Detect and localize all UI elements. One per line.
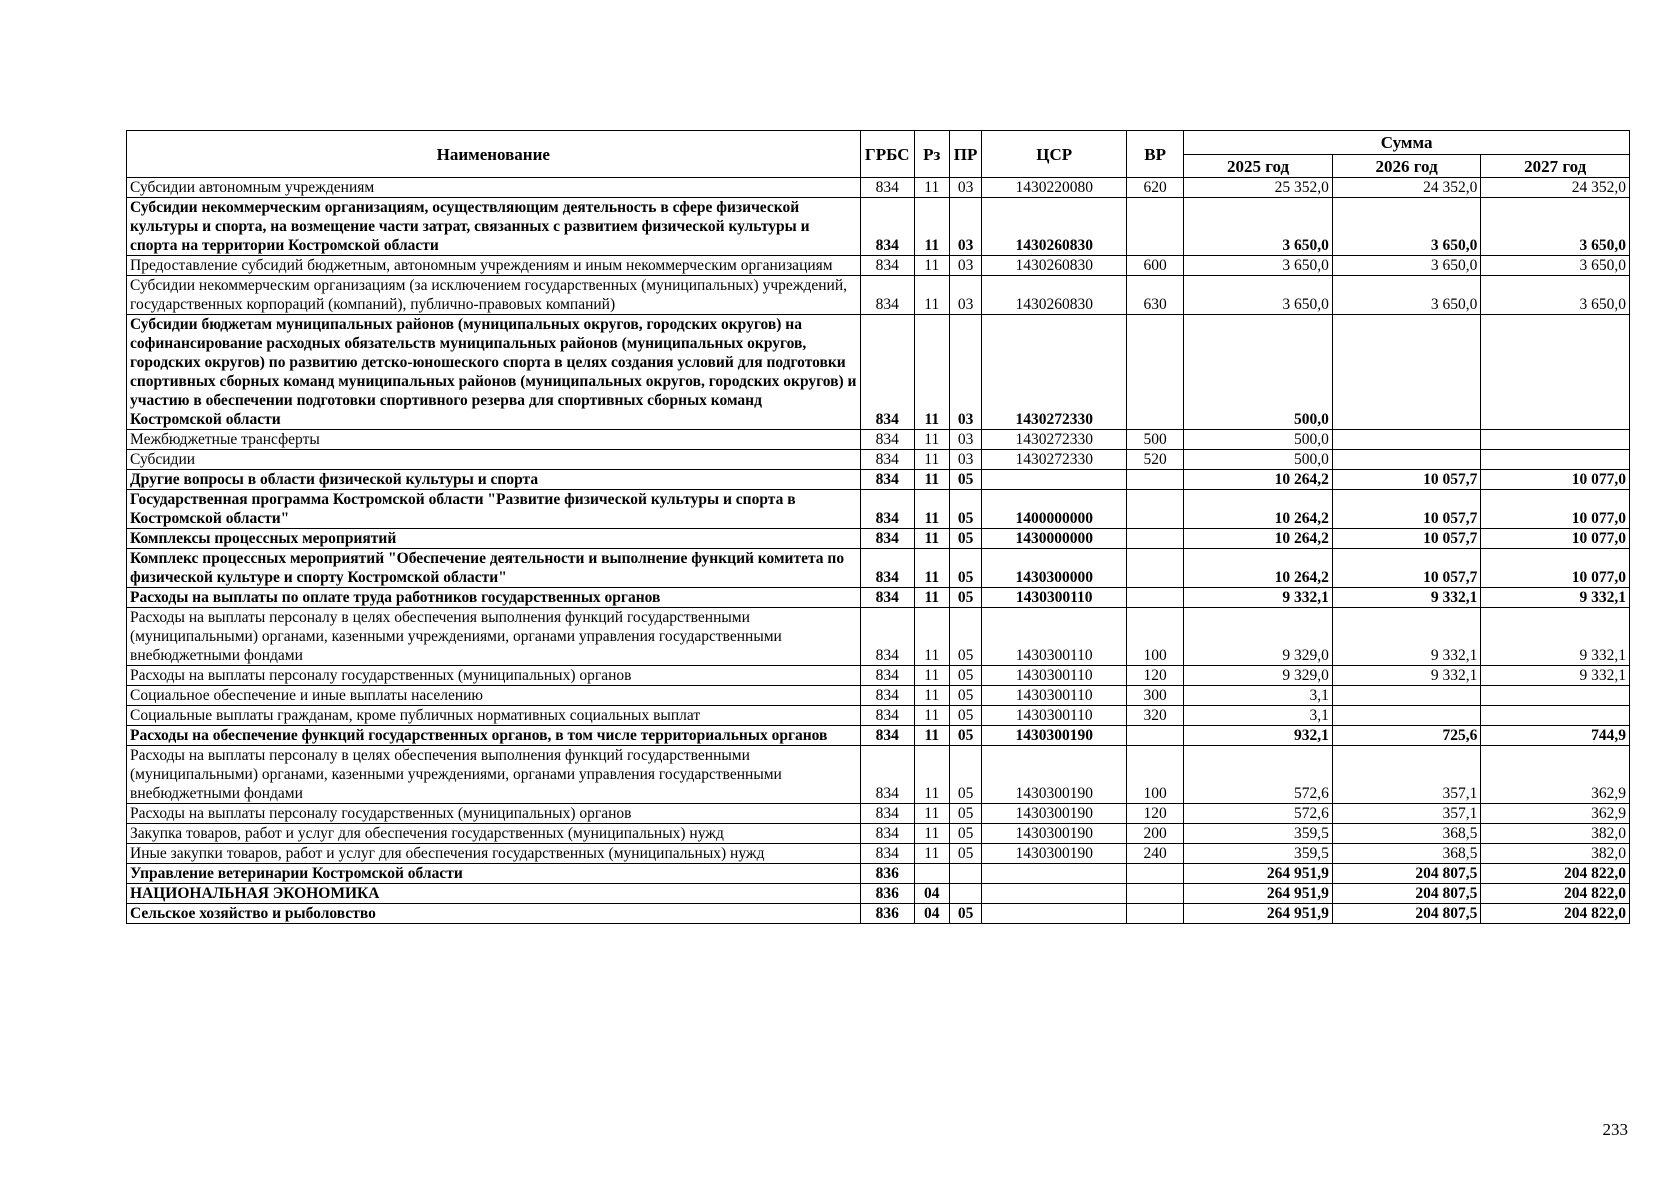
cell-csr: 1430220080	[982, 178, 1126, 198]
table-row	[127, 529, 1630, 549]
cell-rz: 11	[914, 276, 949, 315]
cell-name: Государственная программа Костромской области "Развитие физической культуры и спорта в Костромской области"	[127, 490, 861, 529]
table-row	[127, 804, 1630, 824]
cell-sum-2025: 3 650,0	[1184, 256, 1333, 276]
cell-csr: 1430260830	[982, 276, 1126, 315]
cell-grbs: 834	[860, 198, 914, 256]
cell-grbs: 834	[860, 430, 914, 450]
table-body	[127, 178, 1630, 924]
cell-vr	[1126, 529, 1183, 549]
cell-sum-2026: 725,6	[1332, 726, 1481, 746]
cell-grbs: 834	[860, 824, 914, 844]
table-row	[127, 666, 1630, 686]
table-row	[127, 490, 1630, 529]
table-row	[127, 884, 1630, 904]
cell-name: Комплексы процессных мероприятий	[127, 529, 861, 549]
cell-csr	[982, 884, 1126, 904]
cell-grbs: 834	[860, 450, 914, 470]
table-header	[127, 131, 1630, 178]
cell-sum-2026: 3 650,0	[1332, 198, 1481, 256]
cell-pr: 05	[949, 490, 982, 529]
cell-rz: 11	[914, 746, 949, 804]
cell-sum-2027	[1481, 706, 1630, 726]
cell-sum-2027: 9 332,1	[1481, 588, 1630, 608]
table-row	[127, 588, 1630, 608]
cell-csr: 1430260830	[982, 256, 1126, 276]
table-row	[127, 470, 1630, 490]
cell-sum-2027: 10 077,0	[1481, 549, 1630, 588]
cell-sum-2027: 3 650,0	[1481, 198, 1630, 256]
cell-name: Социальное обеспечение и иные выплаты населению	[127, 686, 861, 706]
cell-rz: 11	[914, 686, 949, 706]
cell-sum-2026	[1332, 315, 1481, 430]
cell-csr: 1430300190	[982, 804, 1126, 824]
cell-name: Субсидии бюджетам муниципальных районов (муниципальных округов, городских округов) на софинансирование расходных обязательств муниципальных районов (муниципальных округов, городских округов) по развитию детско-юношеского спорта в целях создания условий для подготовки спортивных сборных команд муниципальных районов (муниципальных округов, городских округов) и участию в обеспечении подготовки спортивного резерва для спортивных сборных команд Костромской области	[127, 315, 861, 430]
cell-name: НАЦИОНАЛЬНАЯ ЭКОНОМИКА	[127, 884, 861, 904]
cell-pr: 03	[949, 256, 982, 276]
cell-sum-2027: 10 077,0	[1481, 470, 1630, 490]
cell-pr: 05	[949, 588, 982, 608]
cell-sum-2025: 264 951,9	[1184, 904, 1333, 924]
cell-name: Сельское хозяйство и рыболовство	[127, 904, 861, 924]
table-row	[127, 198, 1630, 256]
cell-name: Расходы на выплаты персоналу в целях обеспечения выполнения функций государственными (муниципальными) органами, казенными учреждениями, органами управления государственными внебюджетными фондами	[127, 746, 861, 804]
cell-vr	[1126, 884, 1183, 904]
cell-pr	[949, 884, 982, 904]
cell-sum-2026: 24 352,0	[1332, 178, 1481, 198]
table-row	[127, 276, 1630, 315]
cell-rz: 11	[914, 470, 949, 490]
cell-vr: 520	[1126, 450, 1183, 470]
cell-sum-2025: 10 264,2	[1184, 529, 1333, 549]
cell-name: Расходы на обеспечение функций государственных органов, в том числе территориальных органов	[127, 726, 861, 746]
cell-name: Субсидии некоммерческим организациям, осуществляющим деятельность в сфере физической культуры и спорта, на возмещение части затрат, связанных с развитием физической культуры и спорта на территории Костромской области	[127, 198, 861, 256]
cell-name: Субсидии автономным учреждениям	[127, 178, 861, 198]
cell-pr: 03	[949, 315, 982, 430]
header-vr: ВР	[1126, 131, 1183, 178]
cell-name: Иные закупки товаров, работ и услуг для обеспечения государственных (муниципальных) нужд	[127, 844, 861, 864]
cell-sum-2026: 10 057,7	[1332, 490, 1481, 529]
budget-table	[126, 130, 1630, 924]
table-row	[127, 256, 1630, 276]
cell-sum-2027: 362,9	[1481, 746, 1630, 804]
cell-sum-2025: 10 264,2	[1184, 490, 1333, 529]
cell-csr: 1430300190	[982, 844, 1126, 864]
cell-vr: 100	[1126, 608, 1183, 666]
cell-grbs: 834	[860, 178, 914, 198]
table-row	[127, 178, 1630, 198]
cell-pr: 05	[949, 608, 982, 666]
cell-grbs: 834	[860, 726, 914, 746]
cell-sum-2027: 9 332,1	[1481, 608, 1630, 666]
cell-sum-2025: 10 264,2	[1184, 470, 1333, 490]
cell-csr: 1430272330	[982, 450, 1126, 470]
cell-pr: 05	[949, 844, 982, 864]
cell-pr	[949, 864, 982, 884]
cell-csr: 1430300110	[982, 608, 1126, 666]
cell-sum-2025: 500,0	[1184, 450, 1333, 470]
cell-csr: 1430300190	[982, 824, 1126, 844]
cell-sum-2027	[1481, 450, 1630, 470]
cell-name: Предоставление субсидий бюджетным, автономным учреждениям и иным некоммерческим организациям	[127, 256, 861, 276]
cell-vr	[1126, 726, 1183, 746]
cell-grbs: 834	[860, 608, 914, 666]
cell-rz: 11	[914, 198, 949, 256]
cell-vr: 600	[1126, 256, 1183, 276]
cell-grbs: 834	[860, 686, 914, 706]
cell-sum-2026: 9 332,1	[1332, 666, 1481, 686]
table-row	[127, 608, 1630, 666]
table-row	[127, 824, 1630, 844]
cell-name: Расходы на выплаты персоналу государственных (муниципальных) органов	[127, 666, 861, 686]
cell-pr: 05	[949, 666, 982, 686]
cell-sum-2025: 3,1	[1184, 706, 1333, 726]
cell-sum-2025: 3,1	[1184, 686, 1333, 706]
cell-name: Субсидии некоммерческим организациям (за исключением государственных (муниципальных) учреждений, государственных корпораций (компаний), публично-правовых компаний)	[127, 276, 861, 315]
cell-rz	[914, 864, 949, 884]
cell-rz: 11	[914, 430, 949, 450]
cell-csr: 1430300110	[982, 666, 1126, 686]
cell-sum-2025: 9 332,1	[1184, 588, 1333, 608]
cell-name: Субсидии	[127, 450, 861, 470]
cell-sum-2025: 3 650,0	[1184, 198, 1333, 256]
cell-vr	[1126, 588, 1183, 608]
cell-sum-2025: 10 264,2	[1184, 549, 1333, 588]
header-year-2027: 2027 год	[1481, 155, 1630, 178]
cell-name: Расходы на выплаты персоналу в целях обеспечения выполнения функций государственными (муниципальными) органами, казенными учреждениями, органами управления государственными внебюджетными фондами	[127, 608, 861, 666]
cell-vr	[1126, 864, 1183, 884]
cell-sum-2025: 359,5	[1184, 844, 1333, 864]
table-row	[127, 450, 1630, 470]
cell-vr: 500	[1126, 430, 1183, 450]
cell-pr: 05	[949, 746, 982, 804]
table-row	[127, 549, 1630, 588]
cell-grbs: 834	[860, 276, 914, 315]
cell-sum-2025: 25 352,0	[1184, 178, 1333, 198]
cell-sum-2026: 3 650,0	[1332, 256, 1481, 276]
cell-sum-2025: 500,0	[1184, 430, 1333, 450]
cell-rz: 11	[914, 549, 949, 588]
cell-rz: 11	[914, 726, 949, 746]
cell-rz: 11	[914, 844, 949, 864]
cell-sum-2025: 572,6	[1184, 746, 1333, 804]
cell-rz: 11	[914, 588, 949, 608]
cell-csr: 1430300190	[982, 746, 1126, 804]
cell-rz: 04	[914, 904, 949, 924]
cell-sum-2027: 24 352,0	[1481, 178, 1630, 198]
cell-name: Расходы на выплаты персоналу государственных (муниципальных) органов	[127, 804, 861, 824]
table-row	[127, 844, 1630, 864]
cell-sum-2025: 932,1	[1184, 726, 1333, 746]
cell-name: Социальные выплаты гражданам, кроме публичных нормативных социальных выплат	[127, 706, 861, 726]
cell-pr: 05	[949, 529, 982, 549]
cell-sum-2025: 9 329,0	[1184, 608, 1333, 666]
cell-sum-2025: 572,6	[1184, 804, 1333, 824]
header-sum: Сумма	[1184, 131, 1630, 155]
cell-pr: 03	[949, 430, 982, 450]
cell-grbs: 836	[860, 884, 914, 904]
cell-sum-2026: 3 650,0	[1332, 276, 1481, 315]
cell-vr: 100	[1126, 746, 1183, 804]
cell-csr: 1430272330	[982, 315, 1126, 430]
cell-vr	[1126, 470, 1183, 490]
cell-sum-2025: 9 329,0	[1184, 666, 1333, 686]
cell-grbs: 834	[860, 529, 914, 549]
cell-csr: 1430260830	[982, 198, 1126, 256]
cell-name: Управление ветеринарии Костромской области	[127, 864, 861, 884]
cell-sum-2026: 204 807,5	[1332, 884, 1481, 904]
cell-csr: 1430300110	[982, 588, 1126, 608]
cell-sum-2026: 204 807,5	[1332, 904, 1481, 924]
cell-rz: 04	[914, 884, 949, 904]
cell-pr: 05	[949, 824, 982, 844]
cell-csr: 1430300000	[982, 549, 1126, 588]
cell-grbs: 834	[860, 844, 914, 864]
cell-name: Другие вопросы в области физической культуры и спорта	[127, 470, 861, 490]
cell-pr: 05	[949, 686, 982, 706]
cell-rz: 11	[914, 706, 949, 726]
cell-sum-2026: 10 057,7	[1332, 470, 1481, 490]
cell-csr: 1430300110	[982, 706, 1126, 726]
cell-sum-2026: 357,1	[1332, 746, 1481, 804]
cell-grbs: 834	[860, 256, 914, 276]
cell-sum-2026	[1332, 450, 1481, 470]
cell-grbs: 834	[860, 706, 914, 726]
cell-rz: 11	[914, 315, 949, 430]
cell-sum-2027: 3 650,0	[1481, 276, 1630, 315]
table-row	[127, 430, 1630, 450]
cell-sum-2026	[1332, 706, 1481, 726]
header-year-2026: 2026 год	[1332, 155, 1481, 178]
cell-grbs: 836	[860, 904, 914, 924]
cell-pr: 05	[949, 706, 982, 726]
cell-csr: 1430000000	[982, 529, 1126, 549]
cell-pr: 05	[949, 804, 982, 824]
header-rz: Рз	[914, 131, 949, 178]
table-row	[127, 864, 1630, 884]
cell-sum-2026: 204 807,5	[1332, 864, 1481, 884]
cell-csr: 1430300110	[982, 686, 1126, 706]
cell-sum-2025: 264 951,9	[1184, 884, 1333, 904]
cell-vr	[1126, 198, 1183, 256]
cell-vr: 240	[1126, 844, 1183, 864]
cell-vr: 120	[1126, 804, 1183, 824]
cell-name: Закупка товаров, работ и услуг для обеспечения государственных (муниципальных) нужд	[127, 824, 861, 844]
cell-grbs: 834	[860, 470, 914, 490]
cell-grbs: 834	[860, 490, 914, 529]
cell-rz: 11	[914, 529, 949, 549]
cell-sum-2026: 368,5	[1332, 844, 1481, 864]
table-row	[127, 315, 1630, 430]
cell-name: Межбюджетные трансферты	[127, 430, 861, 450]
cell-vr: 630	[1126, 276, 1183, 315]
cell-grbs: 834	[860, 804, 914, 824]
cell-sum-2027: 204 822,0	[1481, 904, 1630, 924]
cell-rz: 11	[914, 178, 949, 198]
cell-csr	[982, 470, 1126, 490]
cell-sum-2027: 382,0	[1481, 844, 1630, 864]
cell-sum-2026: 368,5	[1332, 824, 1481, 844]
cell-rz: 11	[914, 490, 949, 529]
table-row	[127, 904, 1630, 924]
cell-vr	[1126, 315, 1183, 430]
cell-sum-2026: 10 057,7	[1332, 529, 1481, 549]
cell-pr: 03	[949, 198, 982, 256]
cell-sum-2027: 10 077,0	[1481, 529, 1630, 549]
cell-pr: 05	[949, 726, 982, 746]
cell-rz: 11	[914, 450, 949, 470]
cell-rz: 11	[914, 824, 949, 844]
cell-sum-2026: 9 332,1	[1332, 588, 1481, 608]
cell-grbs: 834	[860, 588, 914, 608]
cell-sum-2027: 9 332,1	[1481, 666, 1630, 686]
cell-pr: 05	[949, 470, 982, 490]
cell-sum-2026: 10 057,7	[1332, 549, 1481, 588]
cell-sum-2027: 10 077,0	[1481, 490, 1630, 529]
cell-sum-2025: 264 951,9	[1184, 864, 1333, 884]
cell-rz: 11	[914, 256, 949, 276]
cell-sum-2027: 744,9	[1481, 726, 1630, 746]
cell-vr	[1126, 490, 1183, 529]
cell-pr: 05	[949, 549, 982, 588]
cell-sum-2026: 9 332,1	[1332, 608, 1481, 666]
cell-csr	[982, 864, 1126, 884]
header-grbs: ГРБС	[860, 131, 914, 178]
cell-vr: 200	[1126, 824, 1183, 844]
cell-sum-2027	[1481, 315, 1630, 430]
cell-rz: 11	[914, 804, 949, 824]
page-number: 233	[1602, 1120, 1628, 1139]
table-row	[127, 746, 1630, 804]
cell-pr: 03	[949, 450, 982, 470]
cell-grbs: 834	[860, 315, 914, 430]
table-row	[127, 706, 1630, 726]
cell-sum-2027	[1481, 686, 1630, 706]
cell-sum-2026: 357,1	[1332, 804, 1481, 824]
cell-sum-2025: 3 650,0	[1184, 276, 1333, 315]
cell-pr: 05	[949, 904, 982, 924]
cell-name: Комплекс процессных мероприятий "Обеспечение деятельности и выполнение функций комитета по физической культуре и спорту Костромской области"	[127, 549, 861, 588]
cell-name: Расходы на выплаты по оплате труда работников государственных органов	[127, 588, 861, 608]
cell-grbs: 836	[860, 864, 914, 884]
cell-grbs: 834	[860, 549, 914, 588]
cell-csr: 1430300190	[982, 726, 1126, 746]
header-year-2025: 2025 год	[1184, 155, 1333, 178]
header-csr: ЦСР	[982, 131, 1126, 178]
cell-csr	[982, 904, 1126, 924]
cell-sum-2026	[1332, 430, 1481, 450]
cell-pr: 03	[949, 276, 982, 315]
cell-vr: 320	[1126, 706, 1183, 726]
cell-pr: 03	[949, 178, 982, 198]
cell-rz: 11	[914, 608, 949, 666]
cell-vr: 620	[1126, 178, 1183, 198]
cell-csr: 1430272330	[982, 430, 1126, 450]
cell-grbs: 834	[860, 666, 914, 686]
cell-vr: 300	[1126, 686, 1183, 706]
header-pr: ПР	[949, 131, 982, 178]
header-name: Наименование	[127, 131, 861, 178]
cell-csr: 1400000000	[982, 490, 1126, 529]
cell-sum-2025: 500,0	[1184, 315, 1333, 430]
cell-vr	[1126, 549, 1183, 588]
cell-sum-2027: 382,0	[1481, 824, 1630, 844]
cell-sum-2027: 3 650,0	[1481, 256, 1630, 276]
cell-sum-2027	[1481, 430, 1630, 450]
cell-vr	[1126, 904, 1183, 924]
cell-vr: 120	[1126, 666, 1183, 686]
cell-sum-2025: 359,5	[1184, 824, 1333, 844]
cell-sum-2027: 362,9	[1481, 804, 1630, 824]
cell-rz: 11	[914, 666, 949, 686]
cell-sum-2027: 204 822,0	[1481, 864, 1630, 884]
table-row	[127, 726, 1630, 746]
cell-sum-2027: 204 822,0	[1481, 884, 1630, 904]
cell-sum-2026	[1332, 686, 1481, 706]
table-row	[127, 686, 1630, 706]
cell-grbs: 834	[860, 746, 914, 804]
